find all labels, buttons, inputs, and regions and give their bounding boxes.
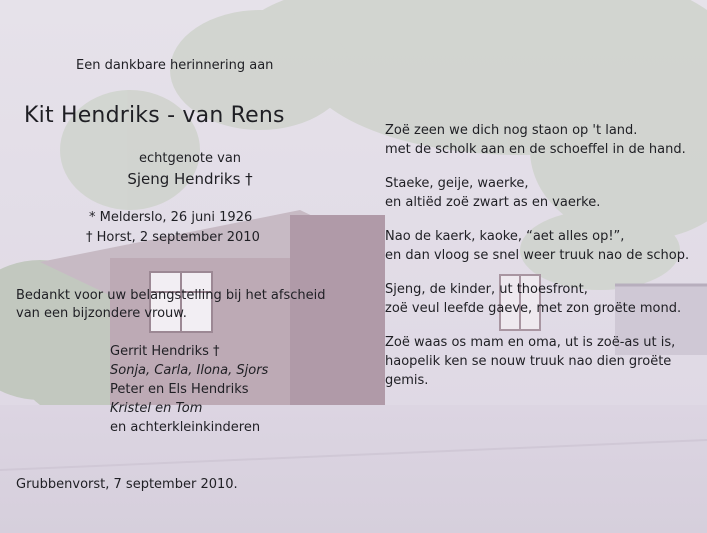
poem-stanza [385,280,705,318]
family-line: en achterkleinkinderen [110,420,261,435]
poem-line: haopelik ken se nouw truuk nao dien groëte [385,354,672,369]
poem-stanza [385,121,705,159]
poem-line: Staeke, geije, waerke, [385,176,529,191]
poem-stanza [385,227,705,265]
poem-line: Zoë waas os mam en oma, ut is zoë-as ut is, [385,335,676,350]
place-date: Grubbenvorst, 7 september 2010. [16,477,238,492]
poem-stanza [385,174,705,212]
poem-line: zoë veul leefde gaeve, met zon groëte mond. [385,301,682,316]
family-line: Kristel en Tom [110,401,203,416]
poem-line: met de scholk aan en de schoeffel in de hand. [385,142,686,157]
birth-line: * Melderslo, 26 juni 1926 [89,210,253,225]
family-line: Sonja, Carla, Ilona, Sjors [110,363,269,378]
poem-line: gemis. [385,373,429,388]
spouse-name: Sjeng Hendriks † [127,170,253,188]
poem-stanza [385,333,705,390]
poem-line: Sjeng, de kinder, ut thoesfront, [385,282,588,297]
poem-line: Nao de kaerk, kaoke, “aet alles op!”, [385,229,625,244]
spouse-label: echtgenote van [138,151,242,166]
poem [385,121,705,405]
deceased-name: Kit Hendriks - van Rens [24,103,285,128]
poem-line: Zoë zeen we dich nog staon op 't land. [385,123,638,138]
thanks-line-1: Bedankt voor uw belangstelling bij het afscheid [16,288,326,303]
poem-line: en altiëd zoë zwart as en vaerke. [385,195,601,210]
family-line: Gerrit Hendriks † [110,344,220,359]
family-line: Peter en Els Hendriks [110,382,249,397]
poem-line: en dan vloog se snel weer truuk nao de schop. [385,248,690,263]
thanks-line-2: van een bijzondere vrouw. [16,306,187,321]
death-line: † Horst, 2 september 2010 [86,230,260,245]
intro-text: Een dankbare herinnering aan [76,58,274,73]
